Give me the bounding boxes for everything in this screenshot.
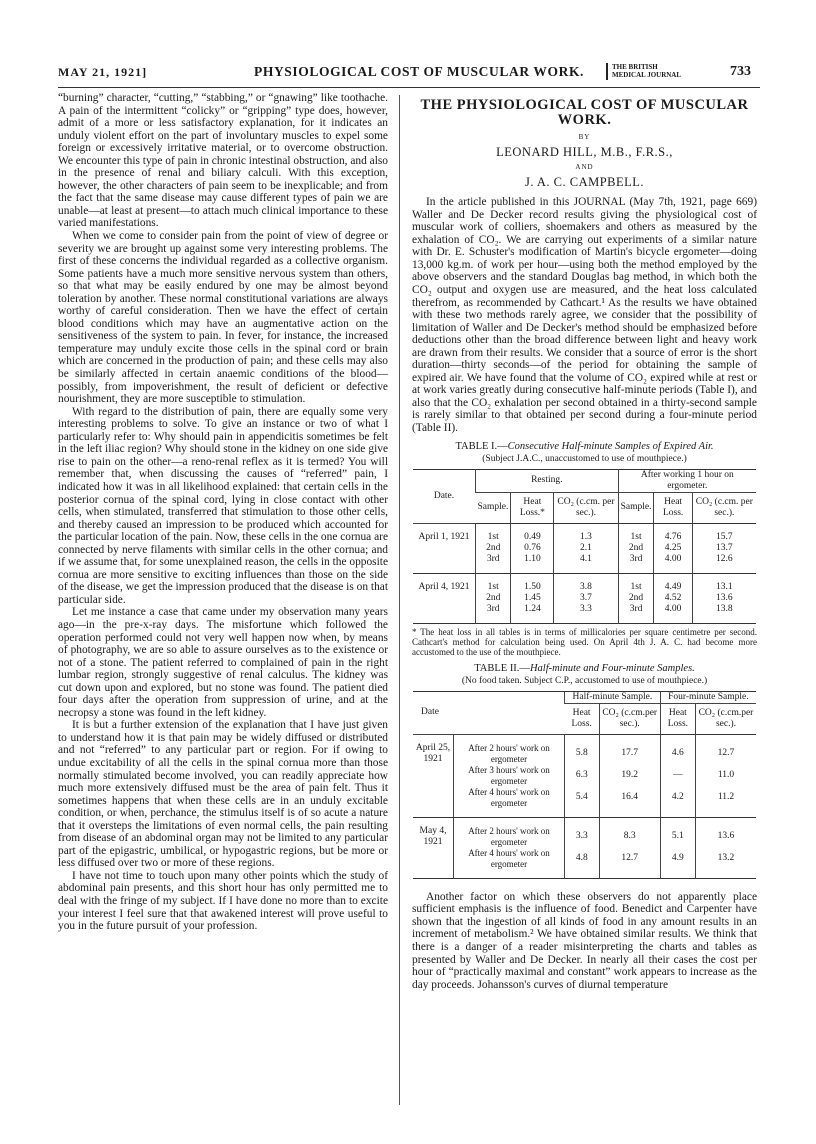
- table2-header-date: Date: [413, 691, 565, 734]
- table-cell: 3.7: [554, 593, 618, 604]
- table-cell: 3.8: [554, 582, 618, 593]
- table-cell: 1.50: [511, 582, 554, 593]
- table-cell: 3rd: [618, 554, 654, 565]
- table-cell: 13.6: [695, 826, 756, 848]
- table-cell: 4.00: [654, 554, 692, 565]
- paragraph: “burning” character, “cutting,” “stabbing,” or “gnawing” like toothache. A pain of the intermittent “colicky” or “gripping” type does, however, admit of a more or less satisfactory explanation, for it indicates an unduly violent effort on the part of involuntary muscles to expel some foreign or excessively irritative material, or to overcome obstruction. We encounter this type of pain in chronic intestinal obstruction, and also in the presence of renal and biliary calculi. With this exception, however, the other characters of pain seem to be inexplicable; and from the fact that the same disease may cause different types of pain we are unable—at least at present—to attach much clinical importance to these varied manifestations.: [58, 92, 388, 230]
- table-cell: 11.2: [695, 787, 756, 809]
- page-header: [58, 63, 758, 85]
- table-cell: 4.76: [654, 532, 692, 543]
- table2-header-co2: CO₂ (c.cm.per sec.).: [695, 703, 756, 734]
- table-row: [413, 743, 756, 765]
- table-cell: 1.3: [554, 532, 618, 543]
- right-column: [412, 98, 757, 991]
- table1-header-heat-loss: Heat Loss.: [654, 492, 692, 523]
- table-row: [413, 826, 756, 848]
- paragraph: I have not time to touch upon many other points which the study of abdominal pain presents, and this short hour has only permitted me to deal with the fringe of my subject. If I have done no more than to excite your interest I feel sure that that awakened interest will prove useful to you in the future pursuit of your profession.: [58, 869, 388, 933]
- table-cell: 13.7: [692, 543, 756, 554]
- paragraph: Let me instance a case that came under my observation many years ago—in the pre-x-ray days. The misfortune which followed the operation performed could not very well happen now when, by means of photography, we are so able to assure ourselves as to the existence or not of a stone. The patient referred to complained of pain in the right lumbar region, strongly suggestive of renal calculus. The kidney was cut down upon and explored, but no stone was found. The patient died four days after the operation from suppression of urine, and at the necropsy a stone was found in the left kidney.: [58, 606, 388, 719]
- table1-caption-label: TABLE I.—: [455, 440, 508, 452]
- byline-and: AND: [575, 163, 594, 172]
- table-cell: —: [660, 765, 695, 787]
- table-cell: 2nd: [476, 543, 511, 554]
- header-journal-name: [606, 63, 681, 80]
- header-journal-bottom: MEDICAL JOURNAL: [612, 71, 682, 79]
- table2-header-heat-loss: Heat Loss.: [571, 707, 592, 729]
- table1-header-heat-loss: Heat Loss.*: [511, 492, 554, 523]
- table1-header-co2: CO₂ (c.cm. per sec.).: [692, 492, 756, 523]
- table-row: [413, 593, 756, 604]
- table-cell-condition: After 2 hours' work on ergometer: [454, 743, 565, 765]
- table-cell: 1st: [476, 582, 511, 593]
- paragraph: With regard to the distribution of pain, there are equally some very interesting problems to solve. To give an instance or two of what I particularly refer to: Why should pain in appendicitis sometimes be felt in the left iliac region? Why should stone in the kidney on one side give rise to pain on the other—a reno-renal reflex as it is termed? You will remember that, when discussing the causes of “referred” pain, I indicated how it was in all likelihood explained: that certain cells in the posterior cornua of the spinal cord, lying in close contact with other cells, when stimulated, transferred that stimulation to those other cells, and thereby caused an impression to be produced which accounted for the particular location of the pain. Now, these cells in the one cornua are connected by nerve filaments with similar cells in the other cornua; and if we assume that, for some unexplained reason, the cells in the opposite cornua are more sensitive to exciting influences than those on the side of the disease, we get the impression produced that the disease is on that particular side.: [58, 405, 388, 606]
- table-cell: 4.9: [660, 848, 695, 870]
- table-cell: 4.1: [554, 554, 618, 565]
- paragraph: When we come to consider pain from the point of view of degree or severity we are brought up against some very interesting problems. The first of these concerns the individual regarded as a collective organism. Some patients have a much more sensitive nervous system than others, so that what may be easily endured by one may be almost beyond toleration by another. These normal constitutional variations are always worthy of careful consideration. Then we have the effect of certain blood conditions which may have an augmentative action on the sensitiveness of the system to pain. In fever, for instance, the increased temperature may unduly excite those cells in the spinal cord or brain which are concerned in the production of pain; and these cells may also be similarly affected in certain anaemic conditions of the blood—possibly, from impoverishment, the result of deficient or defective nourishment, they are more susceptible to stimulation.: [58, 230, 388, 406]
- table-cell: 4.49: [654, 582, 692, 593]
- table-cell: 2nd: [618, 543, 654, 554]
- article-title: THE PHYSIOLOGICAL COST OF MUSCULAR WORK.: [420, 97, 749, 128]
- table-cell: 0.49: [511, 532, 554, 543]
- column-divider: [399, 95, 400, 1105]
- table-cell: 1.10: [511, 554, 554, 565]
- table1-header-sample: Sample.: [477, 502, 509, 513]
- table-cell: 4.52: [654, 593, 692, 604]
- table-cell: 5.4: [565, 787, 600, 809]
- table-cell-date: April 25, 1921: [415, 742, 451, 764]
- table1-group: [413, 573, 756, 623]
- table-cell-date: April 1, 1921: [418, 531, 470, 542]
- table-cell: 16.4: [599, 787, 660, 809]
- table-cell: 5.8: [565, 743, 600, 765]
- table1-subtitle: (Subject J.A.C., unaccustomed to use of mouthpiece.): [482, 454, 687, 465]
- table-cell: 0.76: [511, 543, 554, 554]
- table-cell: 6.3: [565, 765, 600, 787]
- table1-caption-title: Consecutive Half-minute Samples of Expired Air.: [507, 440, 714, 452]
- table-cell-condition: After 2 hours' work on ergometer: [454, 826, 565, 848]
- paragraph: It is but a further extension of the explanation that I have just given to understand how it is that pain may be widely diffused or distributed and not “referred” to any particular part or region. For if owing to undue excitability of all the cells in the spinal cornua more than those normally stimulated become involved, you can readily appreciate how much more extensively diffused must be the area of pain felt. Thus it sometimes happens that when these cells are in an unduly excitable condition, or when, perchance, the stimulus itself is of so acute a nature that it oversteps the limitations of even normal cells, the pain resulting from disease of an abdominal organ may not be limited to any particular part of the epigastric, umbilical, or hypogastric regions, but be more or less diffused over two or more of these regions.: [58, 719, 388, 870]
- table-row: [413, 554, 756, 565]
- table-cell: 15.7: [692, 532, 756, 543]
- table-row: [413, 765, 756, 787]
- table-cell: 1st: [476, 532, 511, 543]
- table-cell: 3rd: [618, 604, 654, 615]
- table2-caption-title: Half-minute and Four-minute Samples.: [529, 662, 695, 674]
- table-row: [413, 582, 756, 593]
- table-cell-date: May 4, 1921: [419, 825, 447, 847]
- left-column: [58, 92, 388, 933]
- table-cell-condition: After 3 hours' work on ergometer: [454, 765, 565, 787]
- table-cell: 3.3: [554, 604, 618, 615]
- table-cell: 3rd: [476, 554, 511, 565]
- table-row: [413, 848, 756, 870]
- header-date: MAY 21, 1921]: [58, 65, 148, 79]
- table1-header-resting: Resting.: [476, 469, 619, 492]
- table-cell: 1st: [618, 532, 654, 543]
- table1-header-date: Date.: [413, 469, 476, 523]
- table1-header-co2: CO₂ (c.cm. per sec.).: [554, 492, 618, 523]
- table-cell-condition: After 4 hours' work on ergometer: [454, 787, 565, 809]
- table-cell: 2.1: [554, 543, 618, 554]
- byline-by: BY: [578, 133, 591, 141]
- author-1: LEONARD HILL, M.B., F.R.S.,: [496, 144, 673, 159]
- table-cell: 2nd: [618, 593, 654, 604]
- table-cell: 4.25: [654, 543, 692, 554]
- table2-header-heat-loss: Heat Loss.: [660, 703, 695, 734]
- table-cell: 13.1: [692, 582, 756, 593]
- table-cell: 1.45: [511, 593, 554, 604]
- table1-caption: [412, 441, 757, 454]
- table2: [413, 691, 756, 879]
- table-cell: 2nd: [476, 593, 511, 604]
- table2-header-co2: CO₂ (c.cm.per sec.).: [599, 703, 660, 734]
- table1: [413, 469, 756, 624]
- table-cell: 12.6: [692, 554, 756, 565]
- table1-group: [413, 523, 756, 573]
- table-cell: 3.3: [565, 826, 600, 848]
- table-row: [413, 787, 756, 809]
- header-running-title: PHYSIOLOGICAL COST OF MUSCULAR WORK.: [254, 64, 585, 79]
- page-number: 733: [730, 64, 751, 79]
- table-cell: 3rd: [476, 604, 511, 615]
- table2-subtitle: (No food taken. Subject C.P., accustomed to use of mouthpiece.): [461, 676, 708, 687]
- table-cell: 5.1: [660, 826, 695, 848]
- table-cell: 4.2: [660, 787, 695, 809]
- paragraph: In the article published in this JOURNAL (May 7th, 1921, page 669) Waller and De Decker record results giving the physiological cost of muscular work of colliers, shoemakers and others as measured by the exhalation of CO₂. We are carrying out experiments of a similar nature with Dr. E. Schuster's modification of Martin's bicycle ergometer—doing 13,000 kg.m. of work per hour—using both the method employed by the above observers and the standard Douglas bag method, in which both the CO₂ output and oxygen use are measured, and the heat loss calculated therefrom, as recommended by Cathcart.¹ As the results we have obtained with these two methods rarely agree, we consider that the possibility of limitation of Waller and De Decker's method should be emphasized before deductions other than the broad difference between light and heavy work are drawn from their results. We consider that a source of error is the short duration—thirty seconds—of the period for obtaining the sample of expired air. We have found that the volume of CO₂ expired while at rest or at work varies greatly during consecutive half-minute periods (Table I), and also that the CO₂ exhalation per second obtained in a thirty-second sample is rarely similar to that obtained per second during a four-minute period (Table II).: [412, 196, 757, 435]
- table-cell: 11.0: [695, 765, 756, 787]
- table2-group: [413, 817, 756, 878]
- table-cell: 13.2: [695, 848, 756, 870]
- table1-footnote: * The heat loss in all tables is in terms of millicalories per square centimetre per second. Cathcart's method for calculation being used. On April 4th J. A. C. had become more accustomed to the use of the mouthpiece.: [412, 626, 757, 657]
- table-row: [413, 532, 756, 543]
- table-cell: 12.7: [599, 848, 660, 870]
- table-cell: 4.6: [660, 743, 695, 765]
- table-cell-date: April 4, 1921: [418, 581, 470, 592]
- table-cell: 12.7: [695, 743, 756, 765]
- table1-header-sample: Sample.: [618, 492, 654, 523]
- table-cell: 19.2: [599, 765, 660, 787]
- paragraph: Another factor on which these observers do not apparently place sufficient emphasis is the influence of food. Benedict and Carpenter have shown that the ingestion of all kinds of food in any amount results in an increment of metabolism.² We have obtained similar results. We think that there is a danger of a reader misinterpreting the charts and tables as presented by Waller and De Decker. In nearly all their cases the cost per hour of “practically maximal and constant” work appears to increase as the day proceeds. Johansson's curves of diurnal temperature: [412, 890, 757, 991]
- table-cell: 13.6: [692, 593, 756, 604]
- table-cell: 4.00: [654, 604, 692, 615]
- table2-caption-label: TABLE II.—: [474, 662, 530, 674]
- author-2: J. A. C. CAMPBELL.: [524, 174, 645, 189]
- table-cell: 8.3: [599, 826, 660, 848]
- header-journal-top: THE BRITISH: [612, 63, 658, 71]
- table-cell-condition: After 4 hours' work on ergometer: [454, 848, 565, 870]
- article-body: [412, 196, 757, 434]
- table1-header-working: After working 1 hour on ergometer.: [618, 469, 756, 492]
- table-row: [413, 604, 756, 615]
- table2-header-four-minute: Four-minute Sample.: [660, 691, 756, 703]
- table-cell: 1.24: [511, 604, 554, 615]
- table2-header-half-minute: Half-minute Sample.: [565, 691, 661, 703]
- header-rule: [58, 87, 760, 88]
- table-row: [413, 543, 756, 554]
- table2-caption: [412, 663, 757, 676]
- table-cell: 4.8: [565, 848, 600, 870]
- article-body-continued: [412, 891, 757, 991]
- table-cell: 13.8: [692, 604, 756, 615]
- table2-group: [413, 734, 756, 817]
- table-cell: 17.7: [599, 743, 660, 765]
- table-cell: 1st: [618, 582, 654, 593]
